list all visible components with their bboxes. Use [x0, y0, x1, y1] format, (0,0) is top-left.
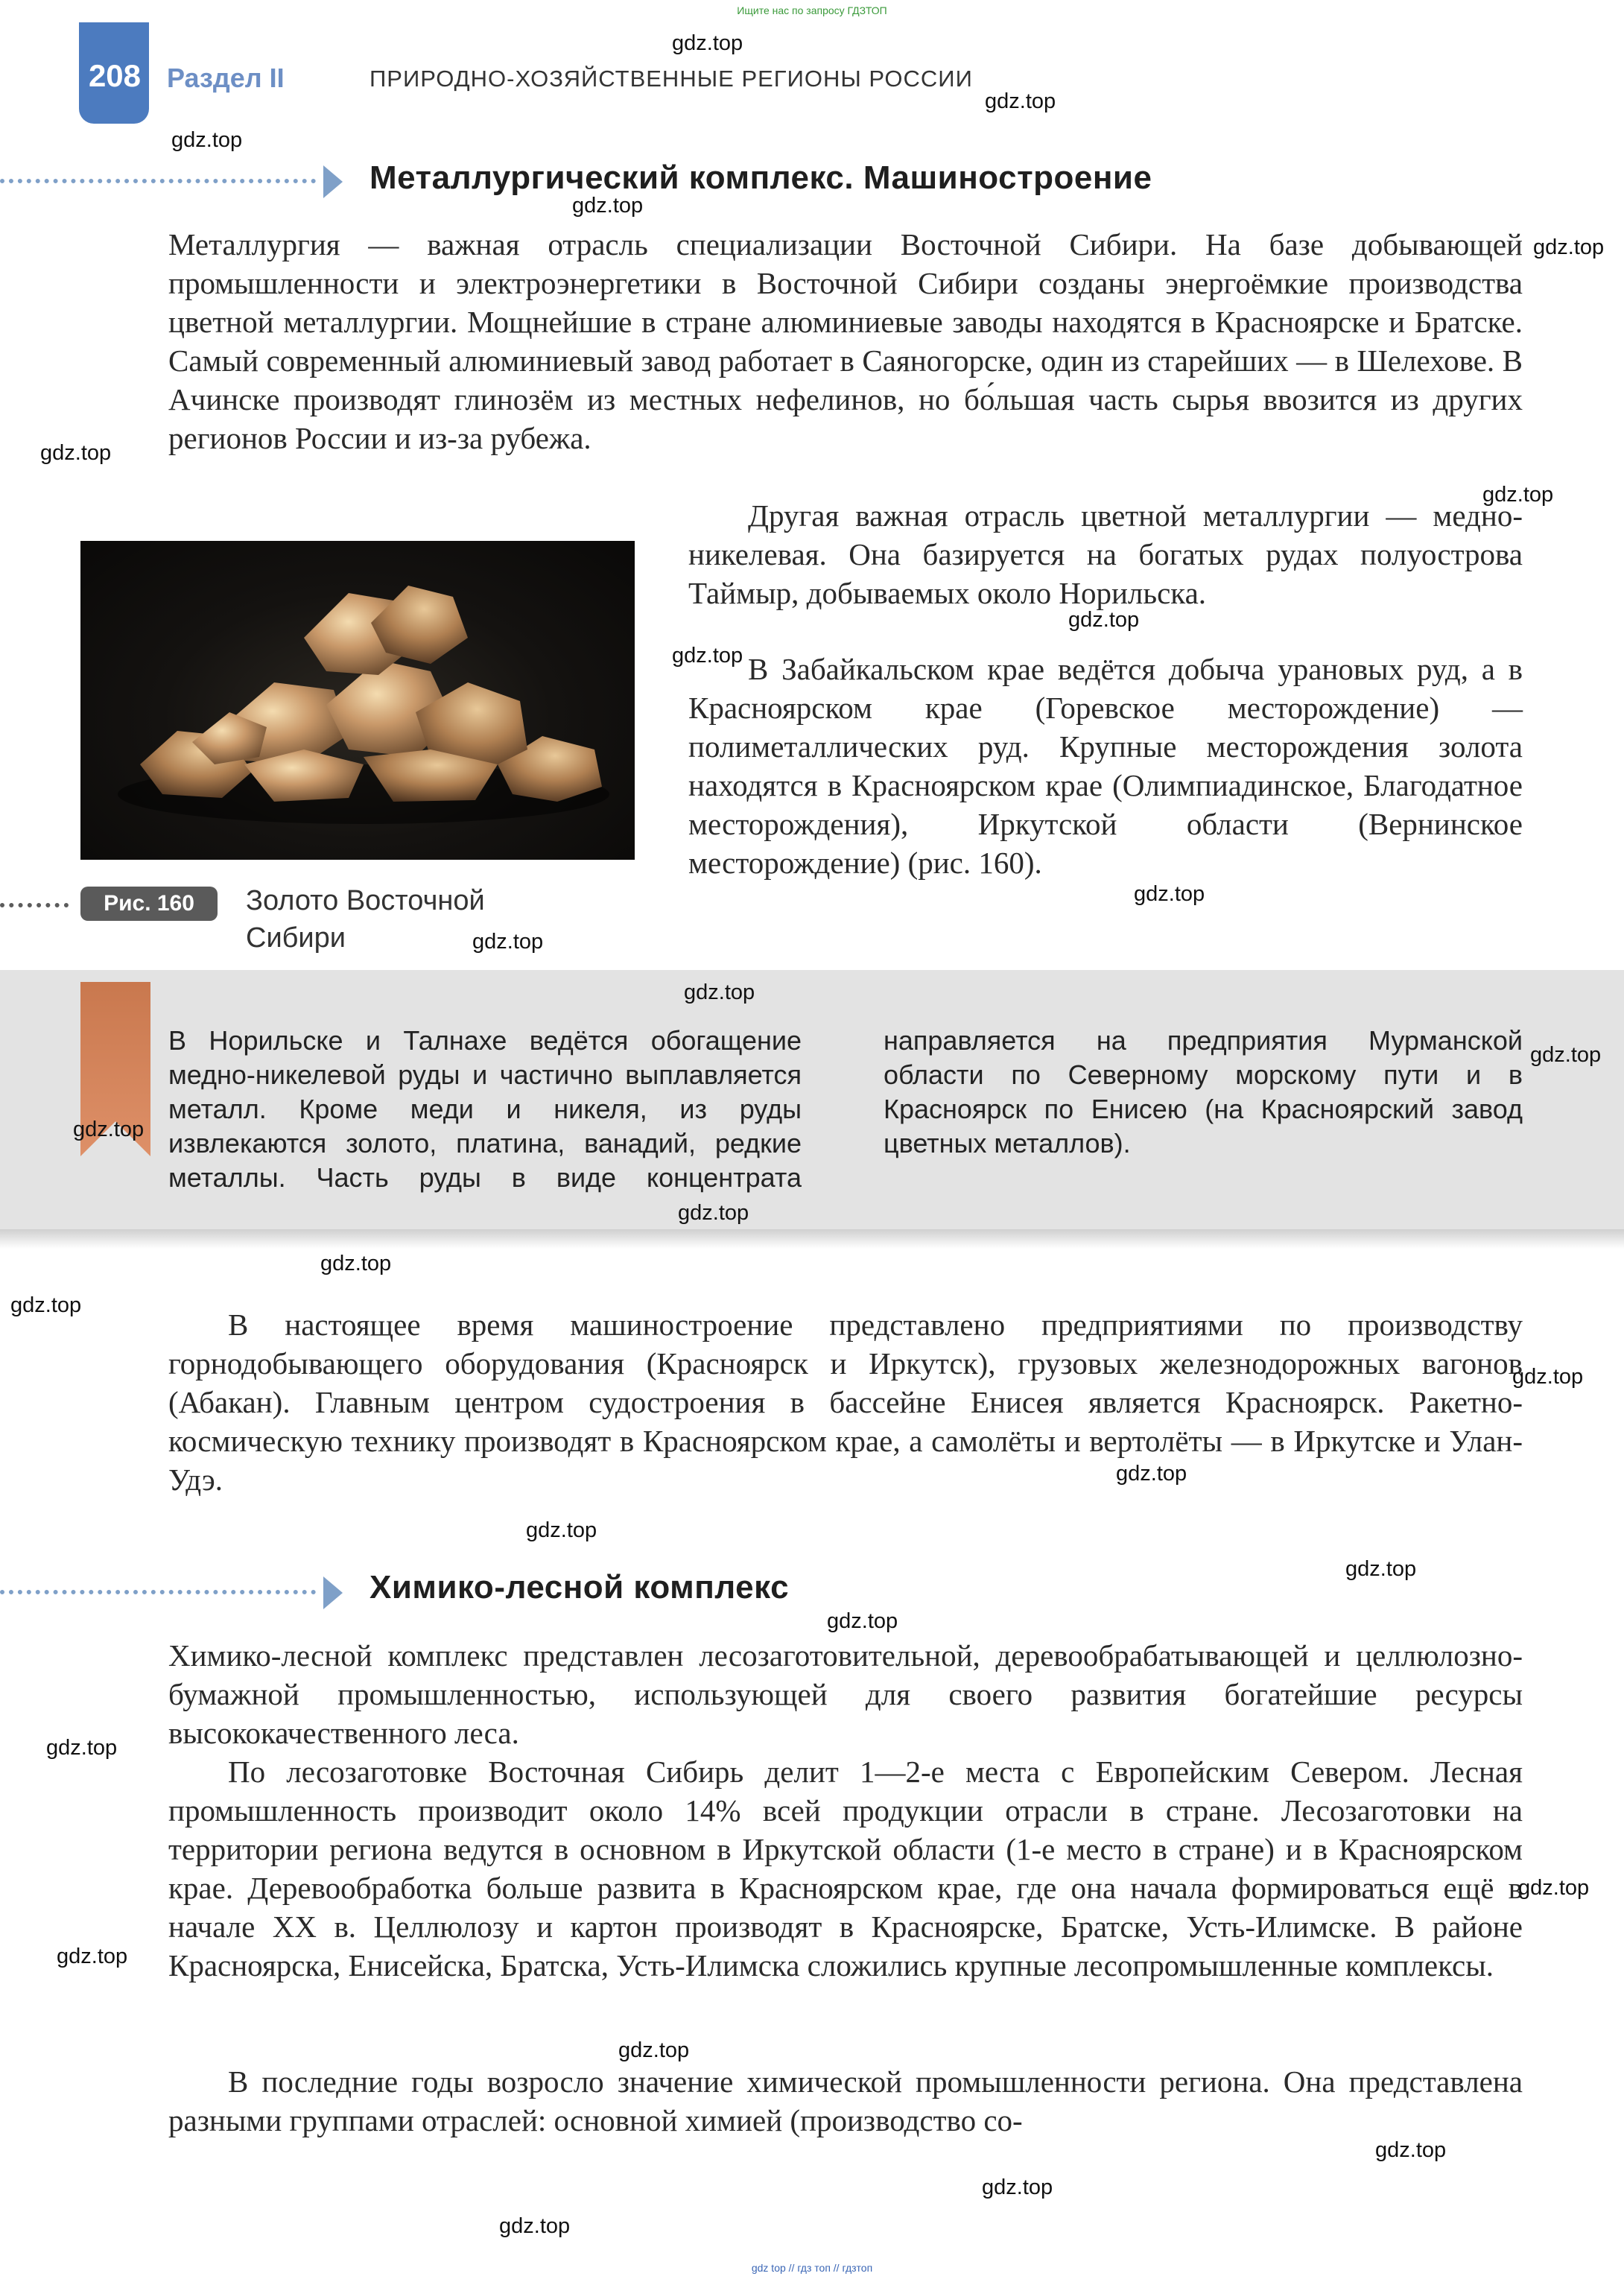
top-note: Ищите нас по запросу ГДЗТОП	[737, 4, 887, 16]
watermark: gdz.top	[73, 1118, 145, 1141]
info-box-text: В Норильске и Талнахе ведётся обогащение медно-никелевой руды и частично выплавляется металл. Кроме меди и никеля, из руды извлекаются золото, платина, ванадий, редкие металлы. Часть руды в виде концентрата	[168, 1025, 802, 1193]
watermark: gdz.top	[320, 1252, 392, 1275]
info-box-text-left-column	[168, 1024, 802, 1195]
running-header-title: ПРИРОДНО-ХОЗЯЙСТВЕННЫЕ РЕГИОНЫ РОССИИ	[369, 66, 973, 92]
section-heading-chemistry: Химико-лесной комплекс	[369, 1569, 790, 1606]
page-number: 208	[88, 58, 142, 93]
watermark: gdz.top	[1518, 1876, 1590, 1900]
watermark: gdz.top	[572, 194, 644, 218]
info-box-shadow	[0, 1229, 1624, 1249]
watermark: gdz.top	[1533, 235, 1605, 259]
watermark: gdz.top	[1068, 608, 1140, 632]
figure-caption: Золото Восточной Сибири	[246, 885, 485, 954]
paragraph-metallurgy-2: Другая важная отрасль цветной металлургии — медно-никелевая. Она базируется на богатых рудах полуострова Таймыр, добываемых около Норильска.	[688, 498, 1523, 610]
heading-arrow-icon	[323, 165, 343, 198]
watermark: gdz.top	[1482, 483, 1554, 507]
caption-dots	[0, 903, 69, 907]
watermark: gdz.top	[171, 128, 243, 152]
watermark: gdz.top	[1530, 1043, 1602, 1067]
paragraph-machinery: В настоящее время машиностроение представлено предприятиями по производству горнодобывающего оборудования (Красноярск и Иркутск), грузовых железнодорожных вагонов (Абакан). Главным центром судостроения в бассейне Енисея является Красноярск. Ракетно-космическую технику производят в Красноярском крае, а самолёты и вертолёты — в Иркутске и Улан-Удэ.	[168, 1308, 1523, 1497]
watermark: gdz.top	[678, 1201, 749, 1225]
watermark: gdz.top	[827, 1609, 898, 1633]
paragraph-metallurgy-3: В Забайкальском крае ведётся добыча урановых руд, а в Красноярском крае (Горевское месторождение) — полиметаллических руд. Крупные месторождения золота находятся в Красноярском крае (Олимпиадинское, Благодатное месторождения), Иркутской области (Вернинское месторождение) (рис. 160).	[688, 652, 1523, 880]
watermark: gdz.top	[985, 89, 1056, 113]
watermark: gdz.top	[40, 441, 112, 465]
watermark: gdz.top	[1512, 1365, 1584, 1389]
paragraph-chemistry-2: По лесозаготовке Восточная Сибирь делит 1—2-е места с Европейским Севером. Лесная промышленность производит около 14% всей продукции отрасли в стране. Лесозаготовки на территории региона ведутся в основном в Иркутской области (1-е место в стране) и в Красноярском крае. Деревообработка больше развита в Красноярском крае, где она начала формироваться ещё в начале XX в. Целлюлозу и картон производят в Красноярске, Братске, Усть-Илимске. В районе Красноярска, Енисейска, Братска, Усть-Илимска сложились крупные лесопромышленные комплексы.	[168, 1755, 1523, 1983]
bottom-note: gdz top // гдз топ // гдзтоп	[751, 2262, 873, 2274]
watermark: gdz.top	[618, 2038, 690, 2062]
section-heading-metallurgy: Металлургический комплекс. Машиностроение	[369, 159, 1152, 196]
info-box-text-continued: направляется на предприятия Мурманской области по Северному морскому пути и в Красноярск по Енисею (на Красноярский завод цветных металлов).	[884, 1025, 1523, 1159]
watermark: gdz.top	[499, 2214, 571, 2238]
paragraph-chemistry-1: Химико-лесной комплекс представлен лесозаготовительной, деревообрабатывающей и целлюлозно-бумажной промышленностью, использующей для своего развития богатейшие ресурсы высококачественного леса.	[168, 1638, 1523, 1750]
heading-dots	[0, 179, 316, 183]
watermark: gdz.top	[1134, 882, 1205, 906]
heading-arrow-icon-2	[323, 1576, 343, 1609]
watermark: gdz.top	[1375, 2138, 1447, 2162]
paragraph-metallurgy-1: Металлургия — важная отрасль специализации Восточной Сибири. На базе добывающей промышленности и электроэнергетики в Восточной Сибири созданы энергоёмкие производства цветной металлургии. Мощнейшие в стране алюминиевые заводы находятся в Красноярске и Братске. Самый современный алюминиевый завод работает в Саяногорске, один из старейших — в Шелехове. В Ачинске производят глинозём из местных нефелинов, но бо́льшая часть сырья ввозится из других регионов России и из-за рубежа.	[168, 227, 1523, 455]
watermark: gdz.top	[684, 980, 755, 1004]
watermark: gdz.top	[672, 31, 743, 55]
heading-dots-2	[0, 1590, 316, 1594]
gold-nuggets-illustration	[80, 541, 635, 860]
watermark: gdz.top	[472, 930, 544, 954]
watermark: gdz.top	[526, 1518, 597, 1542]
watermark: gdz.top	[982, 2175, 1053, 2199]
watermark: gdz.top	[1116, 1462, 1187, 1486]
watermark: gdz.top	[46, 1736, 118, 1760]
watermark: gdz.top	[10, 1293, 82, 1317]
info-box-text-right-column	[884, 1024, 1523, 1195]
section-label: Раздел II	[167, 63, 285, 93]
watermark: gdz.top	[672, 644, 743, 668]
watermark: gdz.top	[1345, 1557, 1417, 1581]
figure-badge: Рис. 160	[80, 887, 218, 921]
watermark: gdz.top	[57, 1945, 128, 1968]
gold-nuggets-photo	[80, 541, 635, 860]
paragraph-chemistry-3: В последние годы возросло значение химической промышленности региона. Она представлена разными группами отраслей: основной химией (производство со-	[168, 2064, 1523, 2137]
